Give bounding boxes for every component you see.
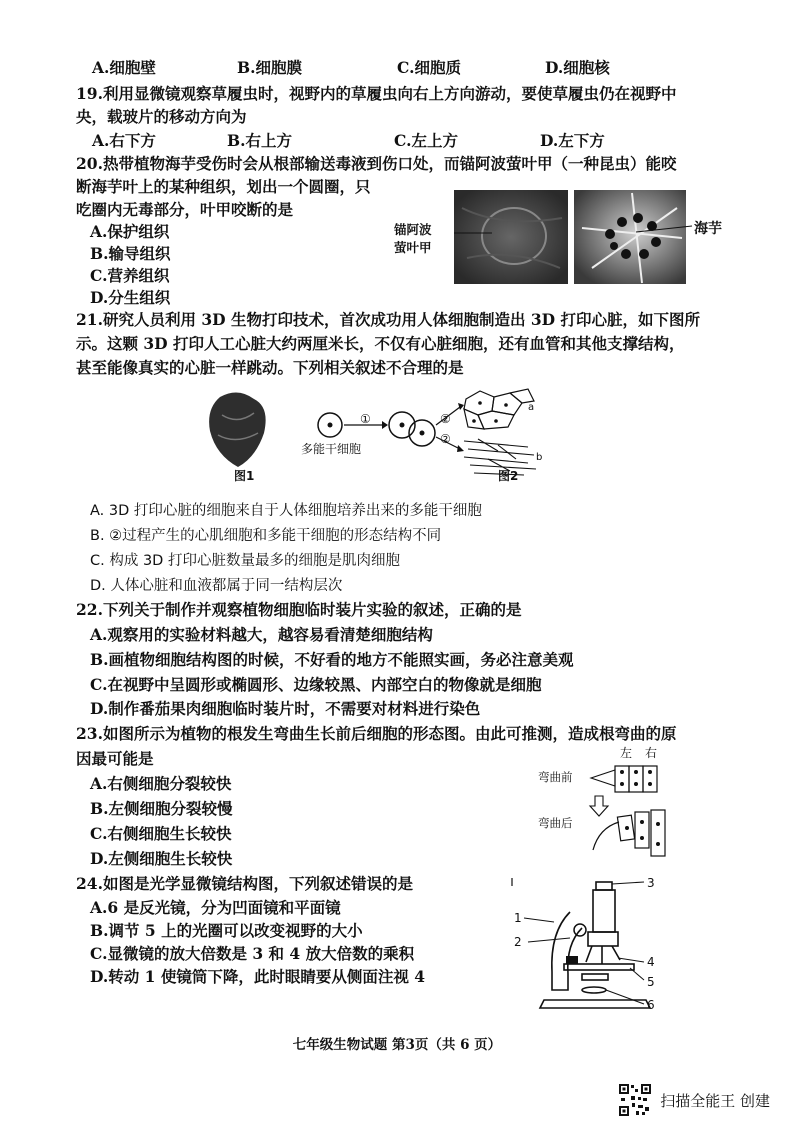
q23-stem-line2: 因最可能是 — [76, 749, 154, 768]
q18-option-b: B.细胞膜 — [237, 58, 302, 77]
fig1-caption: 图1 — [234, 469, 255, 483]
q23-option-b: B.左侧细胞分裂较慢 — [90, 799, 233, 818]
printed-heart-image — [209, 392, 266, 467]
cells-after-shape — [617, 810, 665, 856]
q21-option-c: C. 构成 3D 打印心脏数量最多的细胞是肌肉细胞 — [90, 553, 400, 569]
q21-stem-line2: 示。这颗 3D 打印人工心脏大约两厘米长，不仅有心脏细胞，还有血管和其他支撑结构， — [76, 334, 685, 353]
step2-label-upper: ② — [440, 412, 451, 426]
q19-option-a: A.右下方 — [92, 131, 156, 150]
q21-figures — [198, 385, 558, 480]
q22-option-b: B.画植物细胞结构图的时候，不好看的地方不能照实画，务必注意美观 — [90, 650, 574, 669]
qr-code-icon — [618, 1083, 652, 1117]
q20-option-d: D.分生组织 — [90, 288, 171, 307]
q19-stem-line2: 央，载玻片的移动方向为 — [76, 107, 247, 126]
q23-stem-line1: 23.如图所示为植物的根发生弯曲生长前后细胞的形态图。由此可推测，造成根弯曲的原 — [76, 724, 677, 743]
scanner-watermark — [618, 1083, 770, 1117]
cell-a-label: a — [528, 402, 535, 413]
q22-stem: 22.下列关于制作并观察植物细胞临时装片实验的叙述，正确的是 — [76, 600, 522, 619]
q19-options — [92, 130, 605, 152]
q19-option-d: D.左下方 — [540, 131, 605, 150]
microscope-label-6: 6 — [647, 998, 655, 1012]
q18-options — [92, 57, 610, 79]
q23-root-figure — [585, 760, 685, 860]
q23-option-d: D.左侧细胞生长较快 — [90, 849, 233, 868]
q22-option-a: A.观察用的实验材料越大，越容易看清楚细胞结构 — [90, 625, 433, 644]
q21-option-b: B. ②过程产生的心肌细胞和多能干细胞的形态结构不同 — [90, 528, 442, 544]
plant-label: 海芋 — [694, 221, 722, 237]
stage-clip-shape — [566, 956, 578, 964]
stem-cell-label: 多能干细胞 — [301, 442, 362, 456]
fig2-caption: 图2 — [498, 469, 519, 483]
q24-stem: 24.如图是光学显微镜结构图，下列叙述错误的是 — [76, 874, 413, 893]
q20-option-a: A.保护组织 — [90, 222, 170, 241]
left-label: 左 — [620, 746, 633, 760]
before-bend-label: 弯曲前 — [538, 770, 573, 784]
q19-option-b: B.右上方 — [227, 131, 292, 150]
root-tip-after-shape — [593, 822, 619, 850]
q21-stem-line1: 21.研究人员利用 3D 生物打印技术，首次成功用人体细胞制造出 3D 打印心脏，如下图所 — [76, 310, 701, 329]
q24-option-b: B.调节 5 上的光圈可以改变视野的大小 — [90, 921, 363, 940]
q21-option-d: D. 人体心脏和血液都属于同一结构层次 — [90, 578, 343, 594]
q18-option-a: A.细胞壁 — [92, 58, 156, 77]
microscope-label-4: 4 — [647, 955, 655, 969]
q21-option-a: A. 3D 打印心脏的细胞来自于人体细胞培养出来的多能干细胞 — [90, 503, 482, 519]
step1-label: ① — [360, 412, 371, 426]
step2-label-lower: ② — [440, 432, 451, 446]
q21-stem-line3: 甚至能像真实的心脏一样跳动。下列相关叙述不合理的是 — [76, 358, 464, 377]
microscope-label-5: 5 — [647, 975, 655, 989]
beetle-label-1: 锚阿波 — [394, 222, 432, 237]
scanner-text: 扫描全能王 创建 — [660, 1091, 770, 1110]
root-tip-before-shape — [591, 770, 615, 786]
down-arrow-icon — [590, 796, 608, 816]
q22-option-d: D.制作番茄果肉细胞临时装片时，不需要对材料进行染色 — [90, 699, 481, 718]
microscope-label-1: 1 — [514, 911, 522, 925]
q18-option-d: D.细胞核 — [545, 58, 610, 77]
q23-option-a: A.右侧细胞分裂较快 — [90, 774, 232, 793]
microscope-label-2: 2 — [514, 935, 522, 949]
right-label: 右 — [645, 746, 658, 760]
cardiac-cells-a-shape — [464, 389, 534, 429]
beetle-photo — [454, 190, 568, 284]
q24-option-c: C.显微镜的放大倍数是 3 和 4 放大倍数的乘积 — [90, 944, 415, 963]
q18-option-c: C.细胞质 — [397, 58, 461, 77]
microscope-shape — [540, 882, 650, 1008]
q20-leaf-photos — [392, 188, 764, 288]
q20-stem-line1: 20.热带植物海芋受伤时会从根部输送毒液到伤口处，而锚阿波萤叶甲（一种昆虫）能咬 — [76, 154, 677, 173]
q19-option-c: C.左上方 — [394, 131, 458, 150]
q20-option-c: C.营养组织 — [90, 266, 170, 285]
after-bend-label: 弯曲后 — [538, 816, 573, 830]
q22-option-c: C.在视野中呈圆形或椭圆形、边缘较黑、内部空白的物像就是细胞 — [90, 675, 542, 694]
beetle-label-2: 萤叶甲 — [394, 240, 432, 255]
q23-option-c: C.右侧细胞生长较快 — [90, 824, 232, 843]
q20-option-b: B.输导组织 — [90, 244, 171, 263]
cells-before-shape — [615, 766, 657, 792]
q20-stem-line2: 断海芋叶上的某种组织，划出一个圆圈，只 — [76, 177, 371, 196]
q24-option-a: A.6 是反光镜，分为凹面镜和平面镜 — [90, 898, 341, 917]
microscope-label-3: 3 — [647, 876, 655, 890]
page-footer: 七年级生物试题 第3页（共 6 页） — [292, 1037, 502, 1053]
cell-b-label: b — [536, 452, 543, 463]
q20-stem-line3: 吃圈内无毒部分，叶甲咬断的是 — [76, 200, 294, 219]
q19-stem-line1: 19.利用显微镜观察草履虫时，视野内的草履虫向右上方向游动，要使草履虫仍在视野中 — [76, 84, 677, 103]
q24-microscope-figure — [510, 872, 670, 1022]
q24-option-d: D.转动 1 使镜筒下降，此时眼睛要从侧面注视 4 — [90, 967, 426, 986]
